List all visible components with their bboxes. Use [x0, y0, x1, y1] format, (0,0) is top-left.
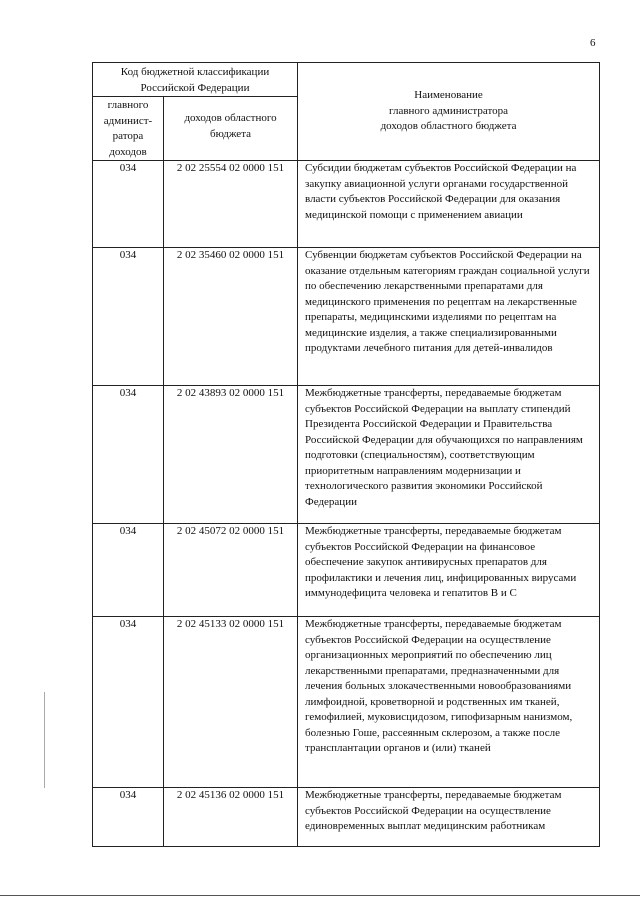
- admin-code-cell: 034: [93, 248, 164, 386]
- admin-code-cell: 034: [93, 161, 164, 248]
- admin-code-cell: 034: [93, 788, 164, 847]
- header-admin-line: главного: [107, 99, 149, 111]
- income-name-cell: Субсидии бюджетам субъектов Российской Федерации на закупку авиационной услуги органами государственной власти субъектов Российской Федерации для оказания медицинской помощи с применением авиации: [298, 161, 600, 248]
- header-income-col: [164, 97, 298, 161]
- header-income-line: доходов областного: [184, 112, 277, 124]
- header-name-line: Наименование: [414, 89, 483, 102]
- table-row: [93, 524, 600, 617]
- budget-code-cell: 2 02 45072 02 0000 151: [164, 524, 298, 617]
- budget-code-cell: 2 02 45136 02 0000 151: [164, 788, 298, 847]
- header-name-line: доходов областного бюджета: [380, 120, 517, 133]
- table-row: [93, 161, 600, 248]
- header-admin-col: [93, 97, 164, 161]
- budget-code-cell: 2 02 35460 02 0000 151: [164, 248, 298, 386]
- budget-classification-table: [92, 62, 600, 847]
- income-name-cell: Субвенции бюджетам субъектов Российской Федерации на оказание отдельным категориям граждан социальной услуги по обеспечению лекарственными препаратами для медицинского применения по рецептам на лекарственные препараты, медицинскими изделиями по рецептам на медицинские изделия, а также специализированными продуктами лечебного питания для детей-инвалидов: [298, 248, 600, 386]
- table-row: [93, 248, 600, 386]
- header-admin-line: админист-: [103, 114, 153, 127]
- header-code-group: Код бюджетной классификации Российской Федерации: [93, 63, 298, 97]
- header-income-line: бюджета: [210, 127, 252, 140]
- page-number: 6: [590, 37, 596, 49]
- income-name-cell: Межбюджетные трансферты, передаваемые бюджетам субъектов Российской Федерации на осуществление организационных мероприятий по обеспечению лиц лекарственными препаратами, предназначенными для лечения больных злокачественными новообразованиями лимфоидной, кроветворной и родственных им тканей, гемофилией, муковисцидозом, гипофизарным нанизмом, болезнью Гоше, рассеянным склерозом, а также после трансплантации органов и (или) тканей: [298, 617, 600, 788]
- table-header-row-1: [93, 63, 600, 97]
- table-row: [93, 617, 600, 788]
- budget-code-cell: 2 02 25554 02 0000 151: [164, 161, 298, 248]
- header-name-col: [298, 63, 600, 161]
- budget-code-cell: 2 02 45133 02 0000 151: [164, 617, 298, 788]
- header-name-line: главного администратора: [389, 104, 508, 117]
- income-name-cell: Межбюджетные трансферты, передаваемые бюджетам субъектов Российской Федерации на выплату стипендий Президента Российской Федерации и Правительства Российской Федерации для обучающихся по направлениям подготовки (специальностям), соответствующим приоритетным направлениям модернизации и технологического развития экономики Российской Федерации: [298, 386, 600, 524]
- header-admin-line: ратора: [112, 130, 144, 142]
- income-name-cell: Межбюджетные трансферты, передаваемые бюджетам субъектов Российской Федерации на финансовое обеспечение закупок антивирусных препаратов для профилактики и лечения лиц, инфицированных вирусами иммунодефицита человека и гепатитов В и С: [298, 524, 600, 617]
- header-admin-line: доходов: [109, 145, 147, 158]
- admin-code-cell: 034: [93, 524, 164, 617]
- scan-margin-line: [44, 692, 45, 788]
- admin-code-cell: 034: [93, 386, 164, 524]
- scan-bottom-edge: [0, 895, 640, 896]
- income-name-cell: Межбюджетные трансферты, передаваемые бюджетам субъектов Российской Федерации на осуществление единовременных выплат медицинским работникам: [298, 788, 600, 847]
- table-row: [93, 386, 600, 524]
- admin-code-cell: 034: [93, 617, 164, 788]
- budget-code-cell: 2 02 43893 02 0000 151: [164, 386, 298, 524]
- table-row: [93, 788, 600, 847]
